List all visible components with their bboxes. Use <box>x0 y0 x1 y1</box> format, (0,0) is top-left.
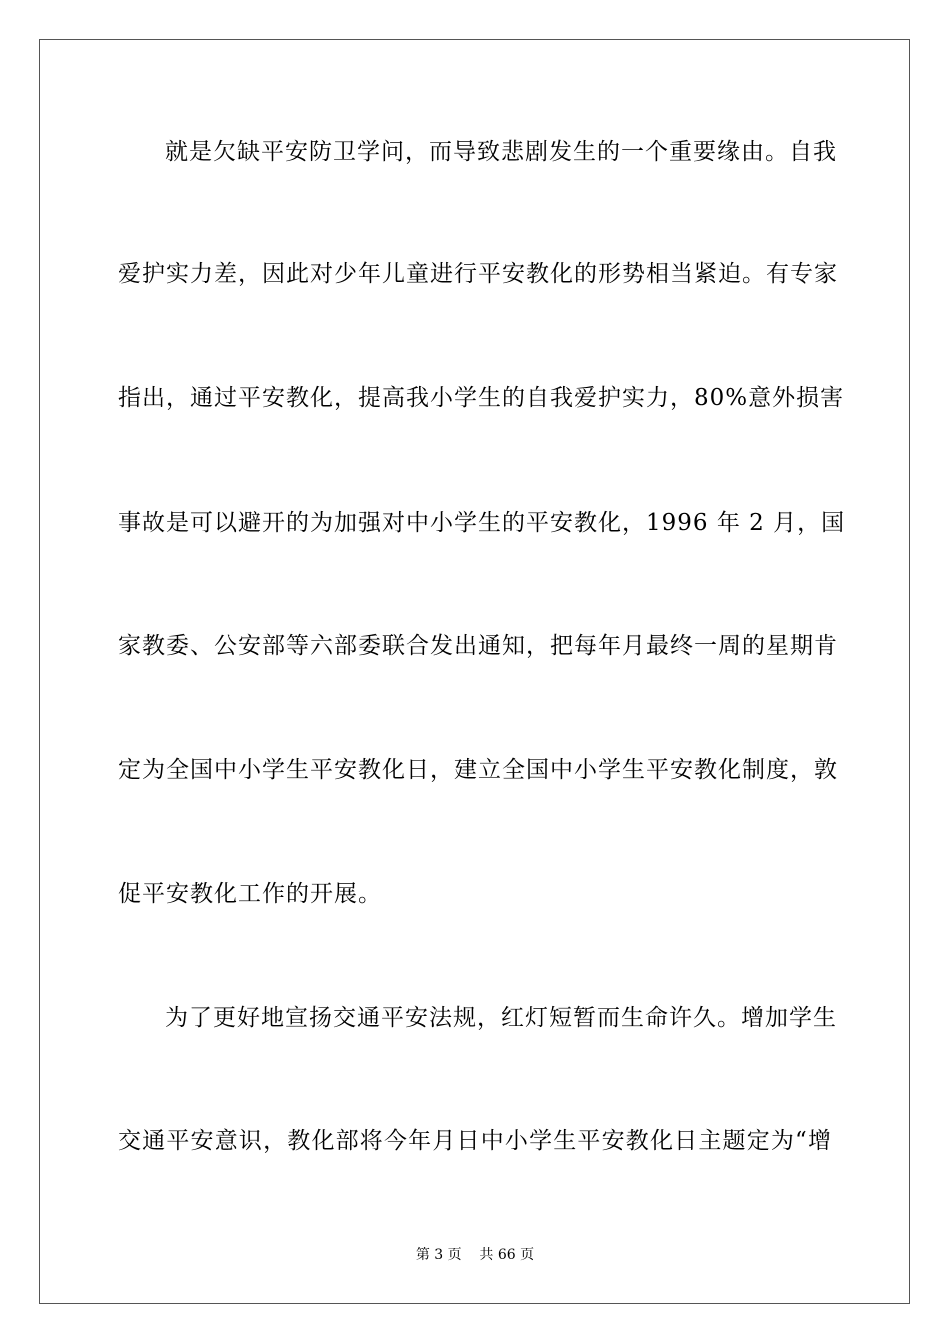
paragraph-1-line-4: 事故是可以避开的为加强对中小学生的平安教化，1996 年 2 月，国 <box>118 510 846 536</box>
paragraph-1-line-7: 促平安教化工作的开展。 <box>118 881 382 907</box>
paragraph-1-line-5: 家教委、公安部等六部委联合发出通知，把每年月最终一周的星期肯 <box>118 633 838 659</box>
paragraph-2-line-1: 为了更好地宣扬交通平安法规，红灯短暂而生命许久。增加学生 <box>165 1005 837 1031</box>
paragraph-1-line-2: 爱护实力差，因此对少年儿童进行平安教化的形势相当紧迫。有专家 <box>118 261 838 287</box>
page-number-footer: 第 3 页 共 66 页 <box>415 1247 535 1263</box>
page-border <box>39 39 910 1304</box>
paragraph-1-line-6: 定为全国中小学生平安教化日，建立全国中小学生平安教化制度，敦 <box>118 757 838 783</box>
paragraph-2-line-2: 交通平安意识，教化部将今年月日中小学生平安教化日主题定为“增 <box>118 1128 832 1154</box>
paragraph-1-line-1: 就是欠缺平安防卫学问，而导致悲剧发生的一个重要缘由。自我 <box>165 139 837 165</box>
paragraph-1-line-3: 指出，通过平安教化，提高我小学生的自我爱护实力，80%意外损害 <box>118 385 845 411</box>
